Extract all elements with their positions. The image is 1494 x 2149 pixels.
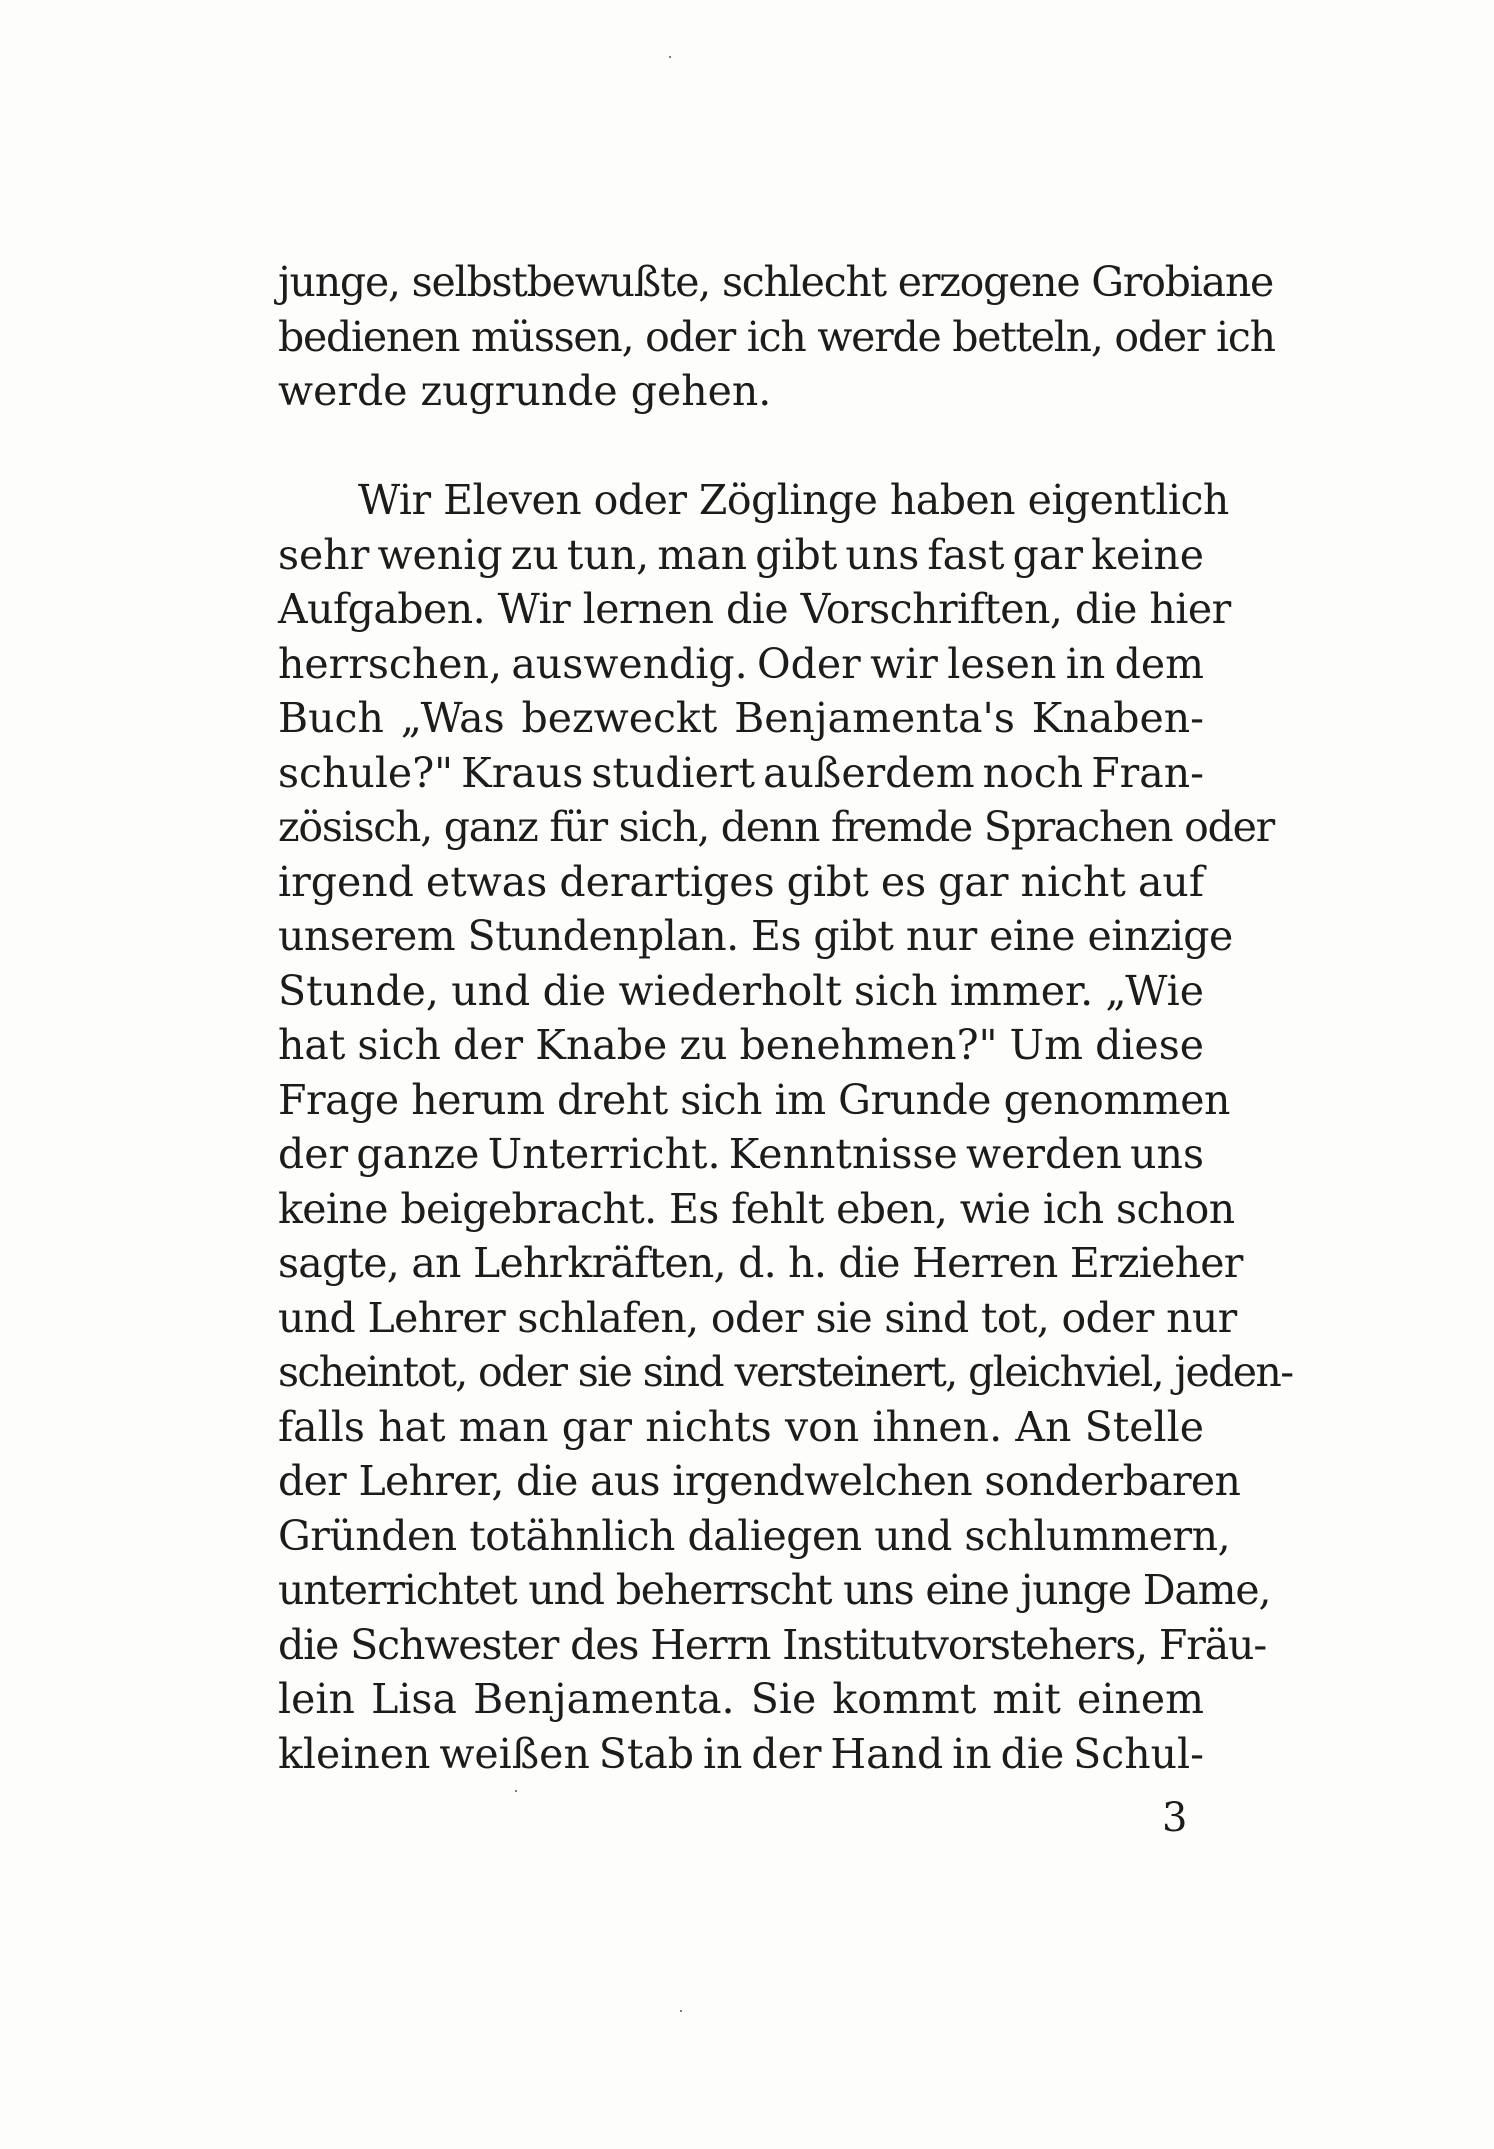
paper-speck [680,2010,682,2012]
text-line: unserem Stundenplan. Es gibt nur eine einzige [278,912,1233,960]
text-line: Stunde, und die wiederholt sich immer. „Wie [278,966,1204,1015]
text-line: Buch „Was bezweckt Benjamenta's Knaben- [278,694,1204,742]
text-line: junge, selbstbewußte, schlecht erzogene Grobiane [278,258,1274,306]
text-line: die Schwester des Herrn Institutvorstehers, Fräu- [278,1620,1267,1669]
paragraph-1 [278,255,1275,419]
text-line: kleinen weißen Stab in der Hand in die Schul- [278,1729,1204,1778]
text-line: unterrichtet und beherrscht uns eine junge Dame, [278,1566,1271,1614]
text-line: zösisch, ganz für sich, denn fremde Sprachen oder [278,803,1274,851]
text-line: Frage herum dreht sich im Grunde genommen [278,1075,1230,1124]
text-line: Wir Eleven oder Zöglinge haben eigentlich [358,476,1229,524]
page-number: 3 [1162,1795,1188,1841]
paper-speck [669,56,671,58]
text-line: scheintot, oder sie sind versteinert, gleichviel, jeden- [278,1348,1293,1396]
text-line: der ganze Unterricht. Kenntnisse werden uns [278,1130,1204,1178]
paragraph-2 [278,473,1293,1781]
text-line: sehr wenig zu tun, man gibt uns fast gar keine [278,530,1204,579]
text-line: bedienen müssen, oder ich werde betteln, oder ich [278,312,1275,361]
text-line: schule?" Kraus studiert außerdem noch Fran- [278,748,1204,797]
text-line: und Lehrer schlafen, oder sie sind tot, oder nur [278,1293,1237,1342]
text-line: keine beigebracht. Es fehlt eben, wie ich schon [278,1184,1235,1233]
text-line: der Lehrer, die aus irgendwelchen sonderbaren [278,1457,1241,1505]
text-line: irgend etwas derartiges gibt es gar nicht auf [278,857,1204,906]
text-line: lein Lisa Benjamenta. Sie kommt mit einem [278,1675,1204,1723]
text-line: Aufgaben. Wir lernen die Vorschriften, die hier [278,585,1231,633]
text-line: sagte, an Lehrkräften, d. h. die Herren Erzieher [278,1239,1243,1287]
text-line: werde zugrunde gehen. [278,367,772,415]
text-line: Gründen totähnlich daliegen und schlummern, [278,1511,1231,1560]
text-line: falls hat man gar nichts von ihnen. An Stelle [278,1402,1204,1451]
text-line: hat sich der Knabe zu benehmen?" Um diese [278,1021,1204,1069]
paper-speck [515,1790,517,1792]
text-line: herrschen, auswendig. Oder wir lesen in dem [278,639,1204,688]
